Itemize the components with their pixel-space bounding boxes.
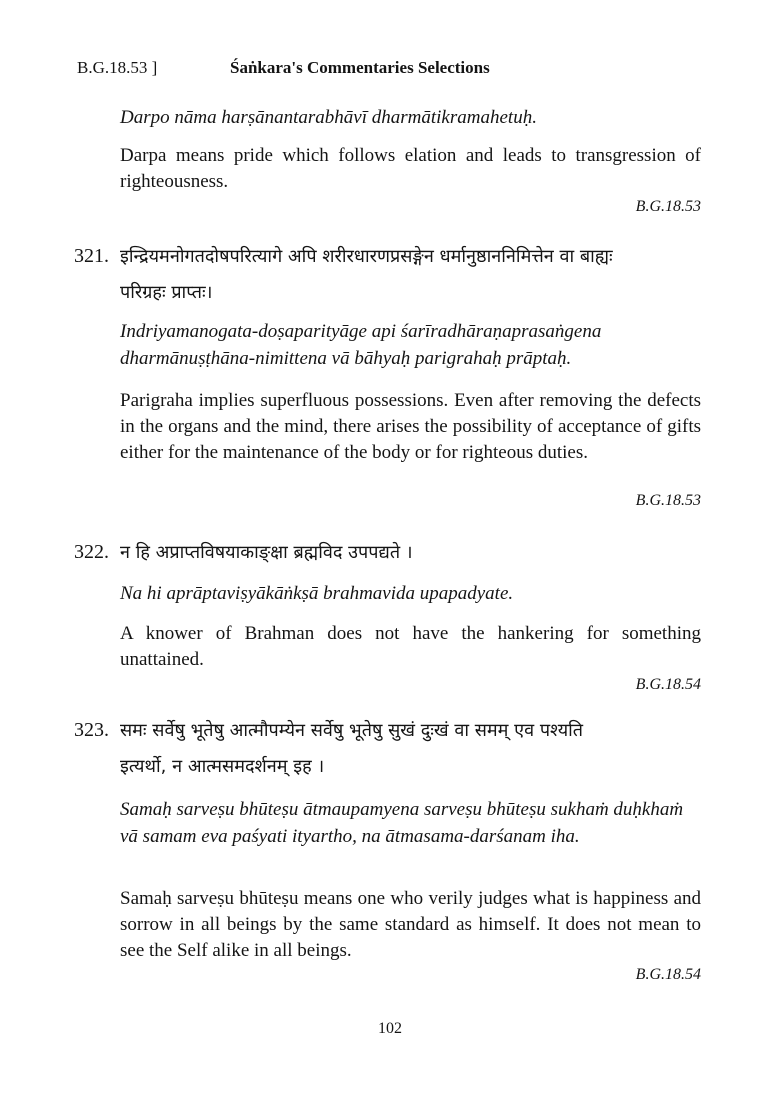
entry-322-sanskrit	[74, 534, 704, 571]
entry-323-source: B.G.18.54	[635, 966, 701, 983]
entry-322-transliteration: Na hi aprāptaviṣyākāṅkṣā brahmavida upapadyate.	[120, 583, 514, 604]
entry-number: 323.	[74, 719, 109, 741]
header-title: Śaṅkara's Commentaries Selections	[230, 58, 490, 77]
entry-321-transliteration: Indriyamanogata-doṣaparityāge api śarīradhāraṇaprasaṅgena dharmānuṣṭhāna-nimittena vā bāhyaḥ parigrahaḥ prāptaḥ.	[120, 321, 602, 369]
entry-number: 322.	[74, 541, 109, 563]
intro-source: B.G.18.53	[635, 198, 701, 215]
entry-321-sanskrit	[74, 238, 704, 311]
entry-321-source: B.G.18.53	[635, 492, 701, 509]
entry-323-sanskrit	[74, 712, 704, 785]
intro-translation: Darpa means pride which follows elation and leads to transgression of righteousness.	[120, 145, 701, 192]
sanskrit-line: समः सर्वेषु भूतेषु आत्मौपम्येन सर्वेषु भूतेषु सुखं दुःखं वा समम् एव पश्यति	[120, 720, 584, 741]
running-header	[77, 58, 717, 84]
sanskrit-line: न हि अप्राप्तविषयाकाङ्क्षा ब्रह्मविद उपपद्यते ।	[120, 542, 413, 563]
entry-322-translation: A knower of Brahman does not have the hankering for something unattained.	[120, 623, 701, 670]
sanskrit-line: परिग्रहः प्राप्तः।	[120, 282, 213, 303]
sanskrit-line: इन्द्रियमनोगतदोषपरित्यागे अपि शरीरधारणप्रसङ्गेन धर्मानुष्ठाननिमित्तेन वा बाह्यः	[120, 246, 613, 267]
entry-number: 321.	[74, 245, 109, 267]
page-number: 102	[378, 1020, 402, 1037]
entry-321-translation: Parigraha implies superfluous possessions. Even after removing the defects in the organs and the mind, there arises the possibility of acceptance of gifts either for the maintenance of the body or for righteous duties.	[120, 390, 701, 463]
entry-323-translation: Samaḥ sarveṣu bhūteṣu means one who verily judges what is happiness and sorrow in all beings by the same standard as himself. It does not mean to see the Self alike in all beings.	[120, 888, 701, 961]
entry-322-source: B.G.18.54	[635, 676, 701, 693]
entry-323-transliteration: Samaḥ sarveṣu bhūteṣu ātmaupamyena sarveṣu bhūteṣu sukhaṁ duḥkhaṁ vā samam eva paśyati ityartho, na ātmasama-darśanam iha.	[120, 799, 684, 847]
header-reference: B.G.18.53 ]	[77, 58, 158, 77]
sanskrit-line: इत्यर्थो, न आत्मसमदर्शनम् इह ।	[120, 756, 325, 777]
intro-transliteration: Darpo nāma harṣānantarabhāvī dharmātikramahetuḥ.	[120, 107, 537, 128]
